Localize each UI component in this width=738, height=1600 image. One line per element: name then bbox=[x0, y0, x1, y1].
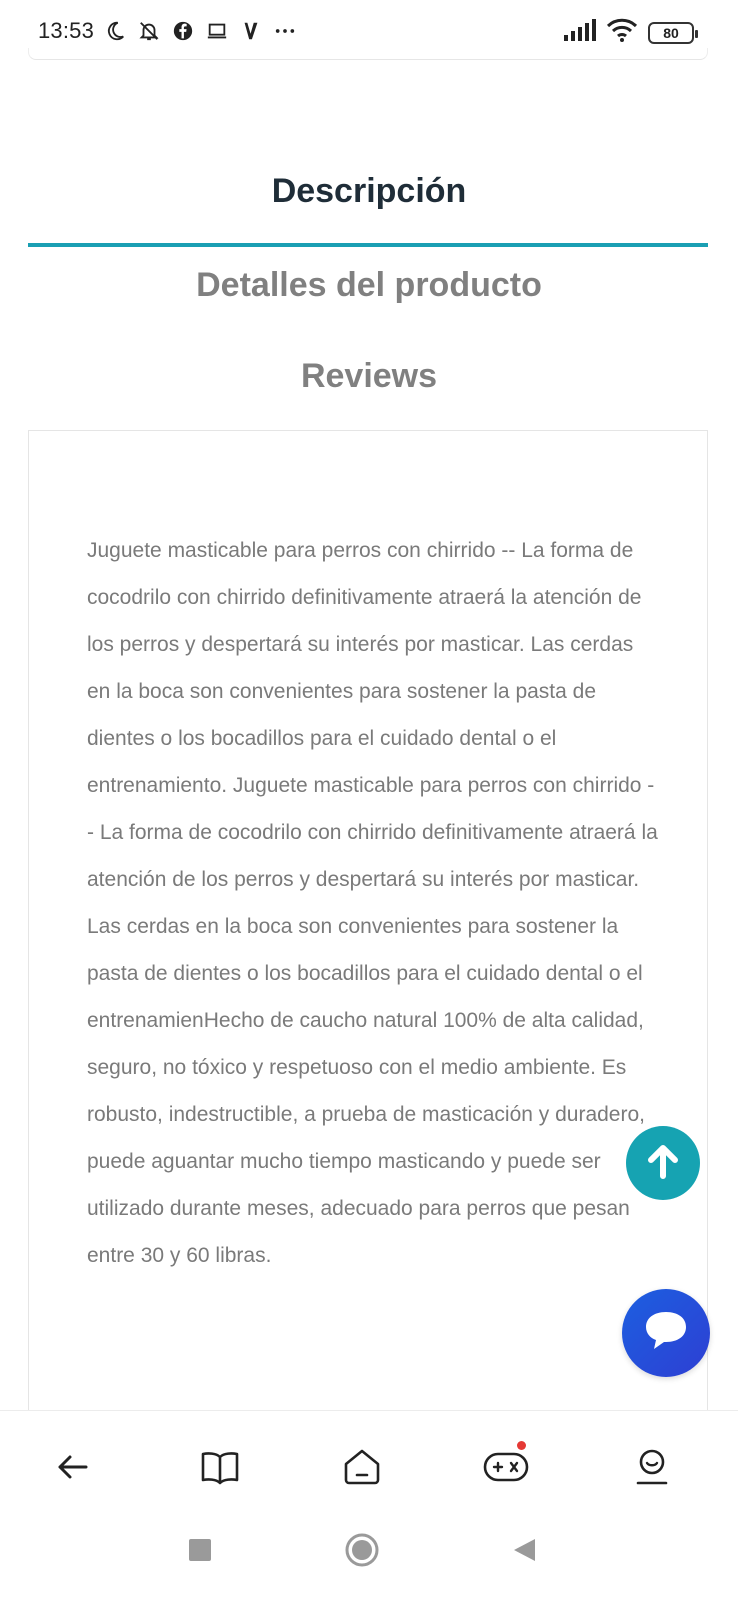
recents-square-icon bbox=[188, 1538, 212, 1567]
v-icon bbox=[238, 18, 264, 44]
description-panel bbox=[28, 430, 708, 1410]
notification-dot bbox=[517, 1441, 526, 1450]
system-recents-button[interactable] bbox=[180, 1532, 220, 1572]
nav-games-button[interactable] bbox=[478, 1441, 534, 1497]
status-left bbox=[38, 18, 298, 44]
home-icon bbox=[342, 1447, 382, 1492]
chat-button[interactable] bbox=[622, 1289, 710, 1377]
back-arrow-icon bbox=[54, 1449, 90, 1490]
nav-catalog-button[interactable] bbox=[192, 1441, 248, 1497]
nav-profile-button[interactable] bbox=[624, 1441, 680, 1497]
back-triangle-icon bbox=[511, 1537, 537, 1568]
profile-icon bbox=[632, 1447, 672, 1492]
system-nav bbox=[0, 1522, 738, 1600]
bell-off-icon bbox=[136, 18, 162, 44]
system-home-button[interactable] bbox=[342, 1532, 382, 1572]
arrow-up-icon bbox=[642, 1140, 684, 1187]
status-time: 13:53 bbox=[38, 18, 95, 43]
wifi-icon bbox=[606, 18, 638, 47]
system-back-button[interactable] bbox=[504, 1532, 544, 1572]
status-right bbox=[562, 18, 694, 47]
book-icon bbox=[200, 1449, 240, 1490]
tab-reviews[interactable]: Reviews bbox=[300, 357, 438, 395]
battery-icon: 80 bbox=[648, 22, 694, 44]
facebook-icon bbox=[170, 18, 196, 44]
chat-bubble-icon bbox=[642, 1308, 690, 1359]
tab-product-details[interactable]: Detalles del producto bbox=[196, 266, 542, 304]
bottom-nav bbox=[0, 1410, 738, 1522]
signal-icon bbox=[562, 19, 596, 46]
tab-description[interactable]: Descripción bbox=[271, 172, 467, 210]
description-text: Juguete masticable para perros con chirrido -- La forma de cocodrilo con chirrido definitivamente atraerá la atención de los perros y despertará su interés por masticar. Las cerdas en la boca son convenientes para sostener la pasta de dientes o los bocadillos para el cuidado dental o el entrenamiento. Juguete masticable para perros con chirrido -- La forma de cocodrilo con chirrido definitivamente atraerá la atención de los perros y despertará su interés por masticar. Las cerdas en la boca son convenientes para sostener la pasta de dientes o los bocadillos para el cuidado dental o el entrenamienHecho de caucho natural 100% de alta calidad, seguro, no tóxico y respetuoso con el medio ambiente. Es robusto, indestructible, a prueba de masticación y duradero, puede aguantar mucho tiempo masticando y puede ser utilizado durante meses, adecuado para perros que pesan entre 30 y 60 libras. bbox=[87, 539, 658, 1267]
header-card-edge bbox=[28, 48, 708, 60]
home-circle-icon bbox=[344, 1532, 380, 1573]
gamepad-icon bbox=[482, 1449, 530, 1490]
nav-home-button[interactable] bbox=[334, 1441, 390, 1497]
laptop-icon bbox=[204, 18, 230, 44]
nav-back-button[interactable] bbox=[44, 1441, 100, 1497]
more-icon bbox=[272, 18, 298, 44]
active-tab-indicator bbox=[28, 243, 708, 247]
scroll-to-top-button[interactable] bbox=[626, 1126, 700, 1200]
moon-icon bbox=[102, 18, 128, 44]
